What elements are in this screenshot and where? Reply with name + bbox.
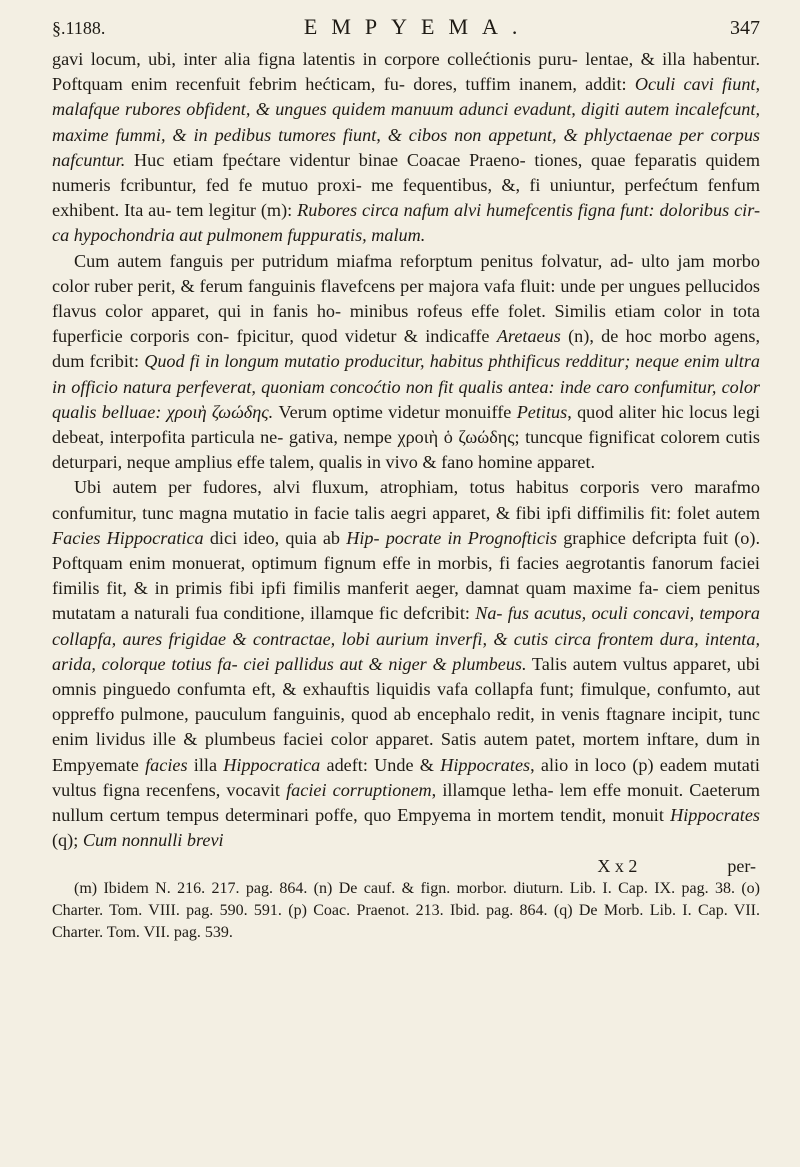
catchword: per- [727, 855, 756, 876]
italic-run: Hippocrates [670, 805, 760, 826]
main-text [52, 47, 760, 854]
text-run: graphice defcripta fuit (o). Poftquam enim monuerat, optimum fignum effe in morbis, fi facies aegrotantis fanorum faciei fimilis fit, & in primis fibi ipfi fimilis manferit aeger, damnat quam maxime fa- ciem penitus mutatam a naturali fua conditione, illamque fic defcribit: [52, 527, 761, 624]
text-run: (n), de hoc morbo agens, dum fcribit: [52, 326, 760, 372]
italic-run: Petitus [516, 401, 568, 422]
paragraph [52, 475, 760, 853]
text-run: Talis autem vultus apparet, ubi omnis pinguedo confumta eft, & exhauftis liquidis vafa collapfa funt; fimulque, confumto, aut oppreffo pulmone, pauculum fanguinis, quod ab encephalo redit, in venis ftagnare incipit, tunc enim lividus ille & plumbeus faciei color apparet. Satis autem patet, mortem inftare, dum in Empyemate [52, 653, 760, 775]
text-run: Verum optime videtur monuiffe [273, 401, 517, 422]
section-number: §.1188. [52, 18, 106, 38]
paragraph [52, 47, 760, 249]
page-number: 347 [729, 17, 760, 39]
italic-run: faciei corruptionem [286, 779, 432, 800]
catchline [52, 854, 760, 878]
italic-run: Rubores circa nafum alvi humefcentis figna funt: doloribus cir- ca hypochondria aut pulmonem fuppuratis, malum. [52, 200, 760, 246]
paragraph [52, 249, 760, 476]
text-run: (q); [52, 830, 83, 851]
running-header [52, 14, 760, 41]
footnotes [52, 878, 760, 944]
text-run: dici ideo, quia ab [203, 527, 347, 548]
italic-run: Hippocrates [440, 754, 531, 775]
text-run: , quod aliter hic locus legi debeat, interpofita particula ne- gativa, nempe χροιὴ ὁ ζωώδης; tuncque fignificat colorem cutis deturpari, neque amplius effe talem, qualis in vivo & fano homine apparet. [52, 401, 760, 473]
italic-run: facies [145, 754, 188, 775]
italic-run: Oculi cavi fiunt, malafque rubores obfident, & ungues quidem manuum adunci evadunt, digiti autem incalefcunt, maxime fummi, & in pedibus tumores fiunt, & cibos non appetunt, & phlyctaenae per corpus nafcuntur. [52, 74, 761, 170]
text-run: adeft: Unde & [320, 754, 441, 775]
text-run: gavi locum, ubi, inter alia figna latentis in corpore collećtionis puru- lentae, & illa habentur. Poftquam enim recenfuit febrim hećticam, fu- dores, tuffim inanem, addit: [52, 49, 760, 95]
italic-run: Hippocratica [223, 754, 321, 775]
text-run: Ubi autem per fudores, alvi fluxum, atrophiam, totus habitus corporis vero marafmo confumitur, tunc magna mutatio in facie talis aegri apparet, & fibi ipfi diffimilis fit: folet autem [52, 477, 760, 523]
italic-run: Cum nonnulli brevi [82, 830, 224, 851]
italic-run: Quod fi in longum mutatio producitur, habitus phthificus redditur; neque enim ultra in officio natura perfeverat, quoniam concoćtio non fit qualis antea: inde caro confumitur, color qualis belluae: χροιὴ ζωώδης. [52, 351, 760, 422]
running-title: EMPYEMA. [303, 14, 532, 39]
italic-run: Hip- pocrate in Prognofticis [346, 527, 558, 548]
text-run: Cum autem fanguis per putridum miafma reforptum penitus folvatur, ad- ulto jam morbo color ruber perit, & ferum fanguinis flavefcens per majora vafa fluit: unde per ungues pellucidos flavus color apparet, qui in fanis ho- minibus rofeus effe folet. Similis etiam color in tota fuperficie corporis con- fpicitur, quod videtur & indicaffe [52, 250, 760, 347]
italic-run: Aretaeus [496, 326, 561, 347]
footnote-text: (m) Ibidem N. 216. 217. pag. 864. (n) De cauf. & fign. morbor. diuturn. Lib. I. Cap. IX. pag. 38. (o) Charter. Tom. VIII. pag. 590. 591. (p) Coac. Praenot. 213. Ibid. pag. 864. (q) De Morb. Lib. I. Cap. VII. Charter. Tom. VII. pag. 539. [52, 879, 760, 941]
text-run: , illamque letha- lem effe monuit. Caeterum nullum certum tempus determinari poffe, quo Empyema in mortem tendit, monuit [52, 779, 760, 826]
text-run: , alio in loco (p) eadem mutati vultus figna recenfens, vocavit [52, 754, 760, 800]
text-run: illa [187, 754, 224, 775]
text-run: Huc etiam fpećtare videntur binae Coacae Praeno- tiones, quae feparatis quidem numeris fcribuntur, fed fe mutuo proxi- me fequentibus, &, fi uniuntur, perfećtum fenfum exhibent. Ita au- tem legitur (m): [52, 149, 760, 221]
signature-mark: X x 2 [597, 855, 638, 876]
italic-run: Facies Hippocratica [52, 527, 204, 548]
italic-run: Na- fus acutus, oculi concavi, tempora collapfa, aures frigidae & contractae, lobi aurium inverfi, & cutis circa frontem dura, intenta, arida, colorque totius fa- ciei pallidus aut & niger & plumbeus. [52, 603, 760, 674]
